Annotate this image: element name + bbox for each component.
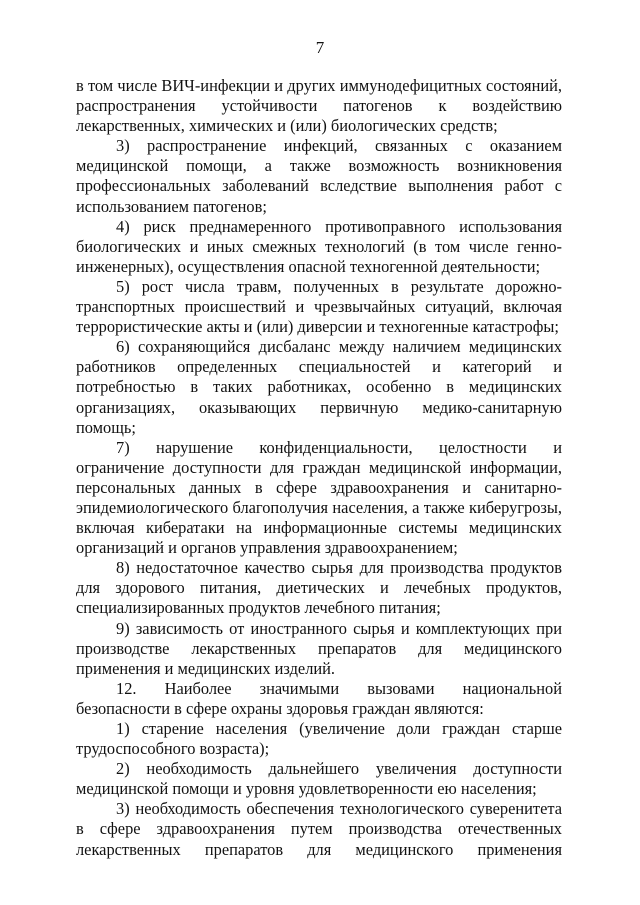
paragraph-continuation: в том числе ВИЧ-инфекции и других иммунодефицитных состояний, распространения устойчивости патогенов к воздействию лекарственных, химических и (или) биологических средств; [76, 76, 562, 136]
paragraph-challenge-1: 1) старение населения (увеличение доли граждан старше трудоспособного возраста); [76, 719, 562, 759]
paragraph-item-6: 6) сохраняющийся дисбаланс между наличием медицинских работников определенных специальностей и категорий и потребностью в таких работниках, особенно в медицинских организациях, оказывающих первичную медико-санитарную помощь; [76, 337, 562, 437]
paragraph-section-12: 12. Наиболее значимыми вызовами национальной безопасности в сфере охраны здоровья граждан являются: [76, 678, 562, 718]
paragraph-challenge-3: 3) необходимость обеспечения технологического суверенитета в сфере здравоохранения путем производства отечественных лекарственных препаратов для медицинского применения [76, 799, 562, 859]
paragraph-item-8: 8) недостаточное качество сырья для производства продуктов для здорового питания, диетических и лечебных продуктов, специализированных продуктов лечебного питания; [76, 558, 562, 618]
paragraph-item-7: 7) нарушение конфиденциальности, целостности и ограничение доступности для граждан медицинской информации, персональных данных в сфере здравоохранения и санитарно-эпидемиологического благополучия населения, а также киберугрозы, включая кибератаки на информационные системы медицинских организаций и органов управления здравоохранением; [76, 437, 562, 558]
paragraph-item-9: 9) зависимость от иностранного сырья и комплектующих при производстве лекарственных препаратов для медицинского применения и медицинских изделий. [76, 618, 562, 678]
paragraph-item-5: 5) рост числа травм, полученных в результате дорожно-транспортных происшествий и чрезвычайных ситуаций, включая террористические акты и (или) диверсии и техногенные катастрофы; [76, 276, 562, 337]
document-body [76, 76, 562, 860]
paragraph-item-3: 3) распространение инфекций, связанных с оказанием медицинской помощи, а также возможность возникновения профессиональных заболеваний вследствие выполнения работ с использованием патогенов; [76, 136, 562, 216]
paragraph-item-4: 4) риск преднамеренного противоправного использования биологических и иных смежных технологий (в том числе генно-инженерных), осуществления опасной техногенной деятельности; [76, 216, 562, 276]
page-number: 7 [315, 38, 325, 57]
paragraph-challenge-2: 2) необходимость дальнейшего увеличения доступности медицинской помощи и уровня удовлетворенности ею населения; [76, 759, 562, 799]
